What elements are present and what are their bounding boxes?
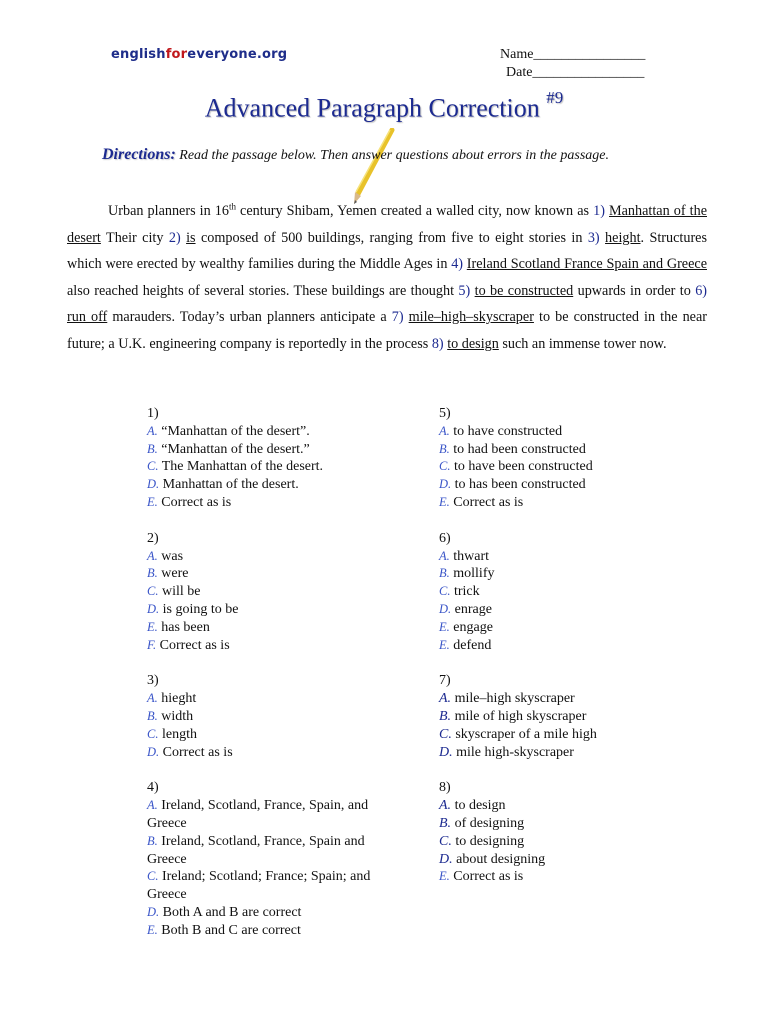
underlined-phrase-2: is — [186, 229, 196, 246]
passage-text: marauders. Today’s urban planners anticipate a — [107, 309, 392, 326]
option-letter: E. — [147, 922, 158, 937]
directions — [102, 146, 609, 164]
option-letter: B. — [439, 441, 450, 456]
question-block — [147, 530, 377, 655]
question-number: 5) — [439, 406, 451, 421]
item-number-3: 3) — [587, 229, 600, 246]
answer-option — [439, 458, 679, 476]
item-number-7: 7) — [391, 309, 404, 326]
answer-option — [147, 868, 377, 904]
option-letter: A. — [439, 548, 450, 563]
question-number: 7) — [439, 673, 451, 689]
option-text: skyscraper of a mile high — [455, 726, 597, 742]
option-letter: A. — [439, 423, 450, 438]
option-letter: A. — [439, 798, 452, 814]
answer-option — [439, 833, 679, 851]
question-block — [439, 672, 679, 761]
question-number: 8) — [439, 780, 451, 796]
question-block — [439, 779, 679, 886]
option-letter: A. — [147, 798, 158, 813]
option-text: to have constructed — [453, 423, 563, 439]
pencil-icon — [350, 128, 396, 206]
question-block — [147, 779, 377, 939]
question-block — [439, 530, 679, 655]
answer-option — [147, 583, 377, 601]
passage-text: composed of 500 buildings, ranging from five to eight stories in — [195, 229, 588, 246]
option-text: Correct as is — [159, 637, 230, 653]
name-field: Name________________ — [500, 47, 646, 62]
passage-text: such an immense tower now. — [498, 335, 667, 352]
answer-option — [147, 548, 377, 566]
directions-label: Directions: — [102, 146, 176, 163]
option-text: hieght — [161, 691, 197, 707]
answer-option — [439, 423, 679, 441]
answer-option — [439, 583, 679, 601]
item-number-2: 2) — [168, 229, 181, 246]
option-text: length — [161, 726, 197, 742]
option-text: mollify — [453, 566, 495, 582]
question-block — [147, 405, 377, 512]
passage-text: century Shibam, Yemen created a walled city, now known as — [235, 203, 594, 219]
answer-option — [439, 565, 679, 583]
option-letter: E. — [439, 494, 450, 509]
option-letter: E. — [439, 869, 450, 884]
option-letter: D. — [439, 601, 452, 616]
answer-option — [147, 922, 377, 940]
option-letter: B. — [439, 815, 452, 831]
option-text: Correct as is — [161, 494, 232, 510]
answer-option — [439, 601, 679, 619]
underlined-phrase-5: to be constructed — [474, 282, 574, 299]
option-letter: D. — [147, 601, 160, 616]
option-letter: C. — [439, 833, 452, 849]
answer-option — [439, 548, 679, 566]
question-number: 3) — [147, 673, 159, 689]
answer-option — [439, 851, 679, 869]
option-text: Manhattan of the desert. — [162, 477, 299, 493]
item-number-5: 5) — [458, 282, 471, 299]
option-letter: B. — [147, 833, 158, 848]
option-text: to have been constructed — [453, 459, 593, 475]
answer-option — [439, 637, 679, 655]
underlined-phrase-8: to design — [447, 335, 499, 352]
item-number-1: 1) — [593, 203, 605, 219]
option-letter: C. — [439, 726, 452, 742]
option-letter: D. — [439, 744, 453, 760]
underlined-phrase-1: Manhattan of the desert — [67, 203, 707, 246]
answer-option — [147, 476, 377, 494]
underlined-phrase-7: mile–high–skyscraper — [408, 309, 534, 326]
answer-option — [147, 619, 377, 637]
questions-right-column — [439, 405, 679, 904]
option-text: Ireland; Scotland; France; Spain; and Greece — [147, 869, 371, 903]
question-number: 6) — [439, 530, 451, 546]
option-letter: D. — [147, 744, 160, 759]
passage-text: also reached heights of several stories. These buildings are thought — [67, 282, 459, 299]
option-text: “Manhattan of the desert”. — [161, 423, 310, 439]
option-letter: A. — [147, 548, 158, 563]
option-letter: B. — [147, 566, 158, 581]
option-letter: E. — [147, 619, 158, 634]
option-text: mile–high skyscraper — [454, 691, 575, 707]
option-letter: D. — [439, 477, 452, 492]
option-text: enrage — [454, 601, 492, 617]
answer-option — [439, 441, 679, 459]
directions-text: Read the passage below. Then answer questions about errors in the passage. — [179, 148, 609, 163]
title-text: Advanced Paragraph Correction — [204, 93, 540, 123]
option-text: engage — [453, 619, 493, 635]
answer-option — [439, 815, 679, 833]
answer-option — [147, 904, 377, 922]
item-number-4: 4) — [451, 256, 464, 273]
option-letter: C. — [147, 584, 159, 599]
answer-option — [147, 441, 377, 459]
underlined-phrase-6: run off — [67, 309, 108, 326]
passage-superscript: th — [228, 201, 236, 212]
option-letter: C. — [147, 726, 159, 741]
option-text: to design — [454, 798, 506, 814]
date-field: Date________________ — [506, 65, 645, 80]
answer-option — [147, 797, 377, 833]
answer-option — [439, 708, 679, 726]
option-text: mile of high skyscraper — [454, 708, 587, 724]
passage-text: Their city — [100, 229, 169, 246]
option-letter: B. — [439, 708, 452, 724]
option-letter: D. — [439, 851, 453, 867]
title-number: #9 — [546, 88, 564, 107]
site-logo — [111, 47, 287, 62]
passage-text: . Structures which were erected by wealthy families during the Middle Ages in — [67, 229, 707, 273]
option-text: Correct as is — [453, 494, 524, 510]
page-title — [0, 88, 768, 124]
answer-option — [439, 619, 679, 637]
brand-part-everyone: everyone.org — [187, 47, 288, 62]
option-text: width — [161, 708, 194, 724]
answer-option — [147, 565, 377, 583]
answer-option — [147, 423, 377, 441]
option-text: The Manhattan of the desert. — [161, 459, 324, 475]
option-letter: E. — [147, 494, 158, 509]
option-text: Correct as is — [162, 744, 233, 760]
item-number-6: 6) — [695, 282, 708, 299]
option-text: about designing — [456, 851, 546, 867]
option-text: to had been constructed — [453, 441, 586, 457]
option-letter: B. — [147, 441, 158, 456]
option-text: were — [161, 566, 189, 582]
passage-text: Urban planners in 16 — [108, 203, 229, 219]
answer-option — [439, 476, 679, 494]
question-number: 1) — [147, 406, 159, 421]
question-number: 4) — [147, 780, 159, 796]
option-text: Correct as is — [453, 869, 524, 885]
answer-option — [147, 458, 377, 476]
option-text: has been — [161, 619, 210, 635]
option-letter: A. — [147, 423, 158, 438]
answer-option — [439, 797, 679, 815]
brand-part-english: english — [111, 47, 166, 62]
option-text: is going to be — [162, 601, 239, 617]
answer-option — [147, 637, 377, 655]
answer-option — [147, 690, 377, 708]
answer-option — [147, 744, 377, 762]
option-letter: E. — [439, 637, 450, 652]
underlined-phrase-3: height — [605, 229, 641, 246]
option-letter: F. — [147, 637, 157, 652]
option-letter: E. — [439, 619, 450, 634]
option-letter: D. — [147, 477, 160, 492]
option-letter: B. — [439, 566, 450, 581]
passage — [67, 198, 707, 358]
option-text: mile high-skyscraper — [456, 744, 574, 760]
option-letter: D. — [147, 904, 160, 919]
answer-option — [147, 833, 377, 869]
answer-option — [439, 726, 679, 744]
question-block — [439, 405, 679, 512]
question-number: 2) — [147, 530, 159, 546]
option-text: Both B and C are correct — [161, 922, 301, 938]
option-text: Both A and B are correct — [162, 904, 302, 920]
answer-option — [439, 744, 679, 762]
option-text: will be — [161, 584, 201, 600]
answer-option — [439, 868, 679, 886]
option-letter: C. — [147, 869, 159, 884]
answer-option — [147, 708, 377, 726]
option-letter: C. — [439, 459, 451, 474]
question-block — [147, 672, 377, 761]
passage-text: upwards in order to — [573, 282, 696, 299]
underlined-phrase-4: Ireland Scotland France Spain and Greece — [466, 256, 707, 273]
option-letter: C. — [439, 584, 451, 599]
option-letter: C. — [147, 459, 159, 474]
answer-option — [439, 494, 679, 512]
passage-text: to be constructed in the near future; a U.K. engineering company is reportedly in the process — [67, 309, 707, 352]
option-text: defend — [453, 637, 492, 653]
option-text: to has been constructed — [454, 477, 586, 493]
option-text: thwart — [453, 548, 490, 564]
option-text: Ireland, Scotland, France, Spain and Greece — [147, 833, 365, 867]
option-text: of designing — [454, 815, 525, 831]
option-letter: A. — [439, 691, 452, 707]
answer-option — [147, 494, 377, 512]
option-text: trick — [453, 584, 480, 600]
item-number-8: 8) — [431, 335, 444, 352]
brand-part-for: for — [165, 47, 188, 62]
answer-option — [439, 690, 679, 708]
option-letter: A. — [147, 691, 158, 706]
option-text: was — [161, 548, 184, 564]
option-text: Ireland, Scotland, France, Spain, and Greece — [147, 798, 369, 831]
answer-option — [147, 601, 377, 619]
answer-option — [147, 726, 377, 744]
option-letter: B. — [147, 708, 158, 723]
option-text: “Manhattan of the desert.” — [161, 441, 310, 457]
option-text: to designing — [455, 833, 525, 849]
questions-left-column — [147, 405, 377, 958]
